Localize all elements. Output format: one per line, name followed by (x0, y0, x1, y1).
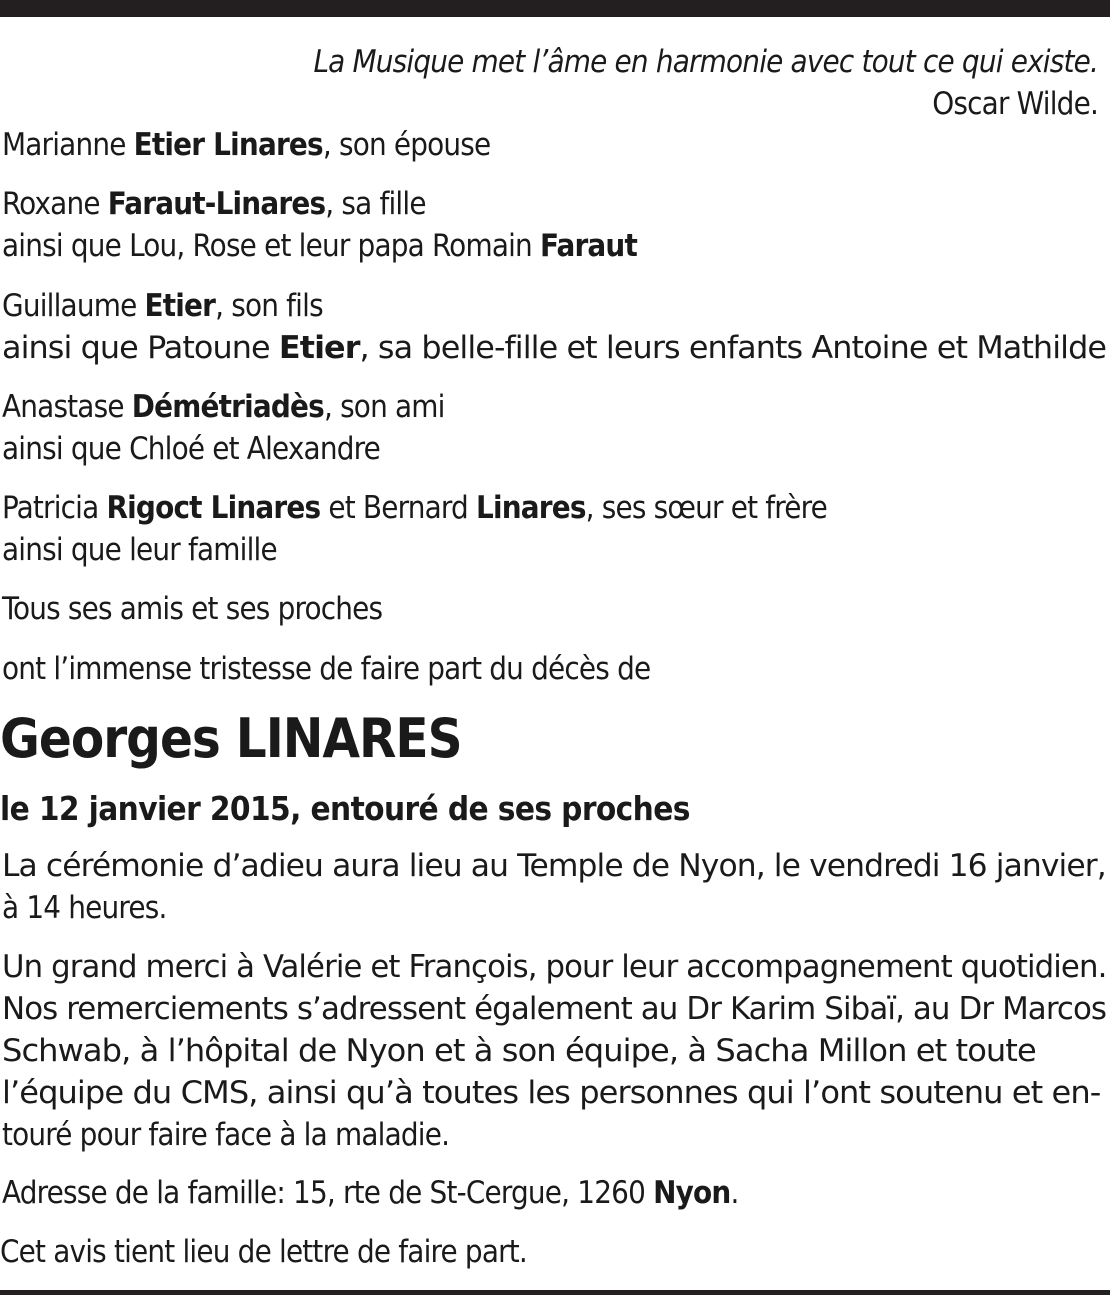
relation: , ses sœur et frère (585, 490, 827, 526)
relation: , son ami (323, 389, 445, 425)
announcement: ont l’immense tristesse de faire part du décès de (2, 651, 651, 687)
address-end: . (730, 1175, 739, 1211)
epigraph-quote: La Musique met l’âme en harmonie avec tout ce qui existe. (313, 44, 1098, 80)
surname-2: Linares (475, 490, 586, 526)
first-name: Anastase (2, 389, 132, 425)
connector: et Bernard (320, 490, 476, 526)
deceased-name: Georges LINARES (0, 707, 462, 770)
bottom-rule (0, 1290, 1110, 1295)
death-date-line: le 12 janvier 2015, entouré de ses proches (0, 789, 690, 828)
family-line-daughter-family (2, 225, 637, 267)
surname: Rigoct Linares (106, 490, 321, 526)
thanks-line-5: touré pour faire face à la maladie. (2, 1117, 450, 1153)
family-line-son-family (2, 327, 1106, 369)
relation: , sa fille (325, 186, 426, 222)
address-city: Nyon (653, 1175, 731, 1211)
first-name: Marianne (2, 127, 134, 163)
relation: , son épouse (322, 127, 491, 163)
names: ainsi que Patoune (2, 330, 279, 366)
ceremony-line-1: La cérémonie d’adieu aura lieu au Temple de Nyon, le vendredi 16 janvier, (2, 848, 1106, 884)
first-name: Patricia (2, 490, 107, 526)
family-line-son (2, 285, 323, 327)
family-line-friend-family: ainsi que Chloé et Alexandre (2, 431, 380, 467)
thanks-line-1: Un grand merci à Valérie et François, pour leur accompagnement quotidien. (2, 949, 1107, 985)
family-line-spouse (2, 124, 490, 166)
first-name: Guillaume (2, 288, 145, 324)
closing-note: Cet avis tient lieu de lettre de faire part. (0, 1234, 527, 1270)
family-line-siblings-family: ainsi que leur famille (2, 532, 277, 568)
family-line-friends: Tous ses amis et ses proches (2, 591, 383, 627)
surname: Etier (144, 288, 216, 324)
surname: Etier (278, 330, 360, 366)
epigraph-author: Oscar Wilde. (932, 86, 1098, 122)
first-name: Roxane (2, 186, 108, 222)
names: ainsi que Lou, Rose et leur papa Romain (2, 228, 540, 264)
relation: , son fils (215, 288, 323, 324)
family-line-siblings (2, 487, 827, 529)
thanks-line-3: Schwab, à l’hôpital de Nyon et à son équipe, à Sacha Millon et toute (2, 1033, 1036, 1069)
surname: Etier Linares (133, 127, 323, 163)
thanks-line-2: Nos remerciements s’adressent également au Dr Karim Sibaï, au Dr Marcos (2, 991, 1107, 1027)
family-address (2, 1172, 739, 1214)
surname: Démétriadès (131, 389, 324, 425)
address-text: Adresse de la famille: 15, rte de St-Cergue, 1260 (2, 1175, 654, 1211)
top-rule (0, 0, 1110, 17)
family-line-daughter (2, 183, 426, 225)
ceremony-line-2: à 14 heures. (2, 890, 167, 926)
surname: Faraut (540, 228, 638, 264)
thanks-line-4: l’équipe du CMS, ainsi qu’à toutes les personnes qui l’ont soutenu et en- (2, 1075, 1101, 1111)
family-line-friend (2, 386, 445, 428)
relation: , sa belle-fille et leurs enfants Antoine et Mathilde (359, 330, 1107, 366)
surname: Faraut-Linares (107, 186, 326, 222)
